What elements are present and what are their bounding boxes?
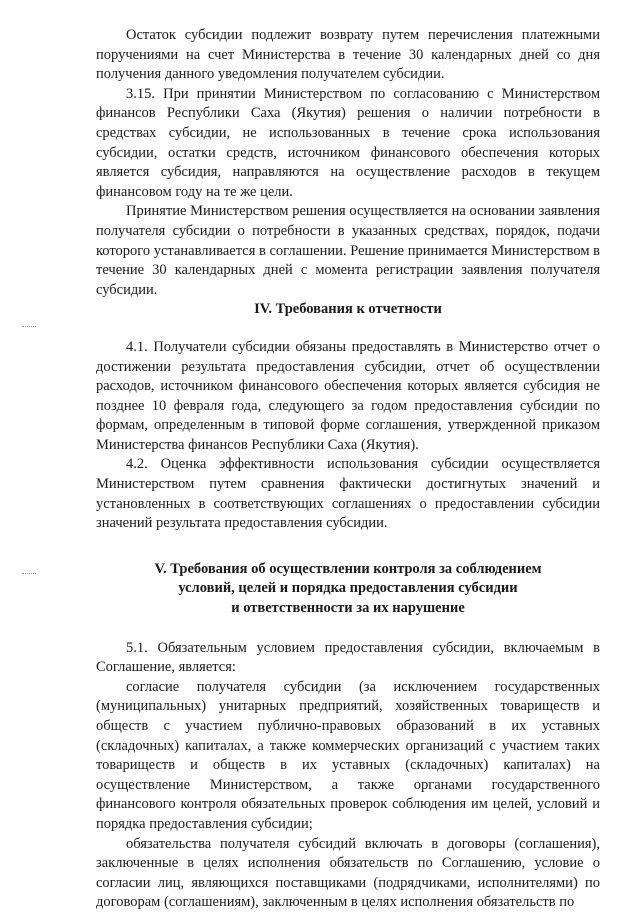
paragraph: 3.15. При принятии Министерством по согласованию с Министерством финансов Республики Саха (Якутия) решения о наличии потребности в средствах субсидии, не использованных в течение срока использования субсидии, остатки средств, источником финансового обеспечения которых является субсидия, направляются на осуществление расходов в текущем финансовом году на те же цели.	[96, 85, 600, 200]
scan-edge-mark	[22, 326, 36, 329]
paragraph: 4.1. Получатели субсидии обязаны предоставлять в Министерство отчет о достижении результата предоставления субсидии, отчет об осуществлении расходов, источником финансового обеспечения которых является субсидия не позднее 10 февраля года, следующего за годом предоставления субсидии по формам, определенным в типовой форме соглашения, утвержденной приказом Министерства финансов Республики Саха (Якутия).	[96, 338, 600, 453]
section-5-heading	[96, 560, 600, 619]
paragraph: 5.1. Обязательным условием предоставления субсидии, включаемым в Соглашение, является:	[96, 639, 600, 676]
scan-edge-mark	[22, 573, 36, 576]
paragraph: согласие получателя субсидии (за исключением государственных (муниципальных) унитарных предприятий, хозяйственных товариществ и обществ с участием публично-правовых образований в их уставных (складочных) капиталах, а также коммерческих организаций с участием таких товариществ и обществ в их уставных (складочных) капиталах) на осуществление Министерством, а также органами государственного финансового контроля обязательных проверок соблюдения им целей, условий и порядка предоставления субсидии;	[96, 678, 600, 832]
paragraph: 4.2. Оценка эффективности использования субсидии осуществляется Министерством путем сравнения фактически достигнутых значений и установленных в соответствующих соглашениях о предоставлении субсидии значений результата предоставления субсидии.	[96, 456, 600, 532]
paragraph: Принятие Министерством решения осуществляется на основании заявления получателя субсидии о потребности в указанных средствах, порядок, подачи которого устанавливается в соглашении. Решение принимается Министерством в течение 30 календарных дней с момента регистрации заявления получателя субсидии.	[96, 203, 600, 298]
paragraph: обязательства получателя субсидий включать в договоры (соглашения), заключенные в целях исполнения обязательств по Соглашению, условие о согласии лиц, являющихся поставщиками (подрядчиками, исполнителями) по договорам (соглашениям), заключенным в целях исполнения обязательств по	[96, 835, 600, 911]
heading-line: V. Требования об осуществлении контроля за соблюдением	[154, 560, 542, 577]
document-page	[96, 26, 600, 913]
heading-line: условий, целей и порядка предоставления субсидии	[178, 580, 518, 597]
section-4-heading: IV. Требования к отчетности	[254, 301, 442, 318]
paragraph: Остаток субсидии подлежит возврату путем перечисления платежными поручениями на счет Министерства в течение 30 календарных дней со дня получения данного уведомления получателем субсидии.	[96, 27, 600, 83]
heading-line: и ответственности за их нарушение	[231, 600, 465, 617]
